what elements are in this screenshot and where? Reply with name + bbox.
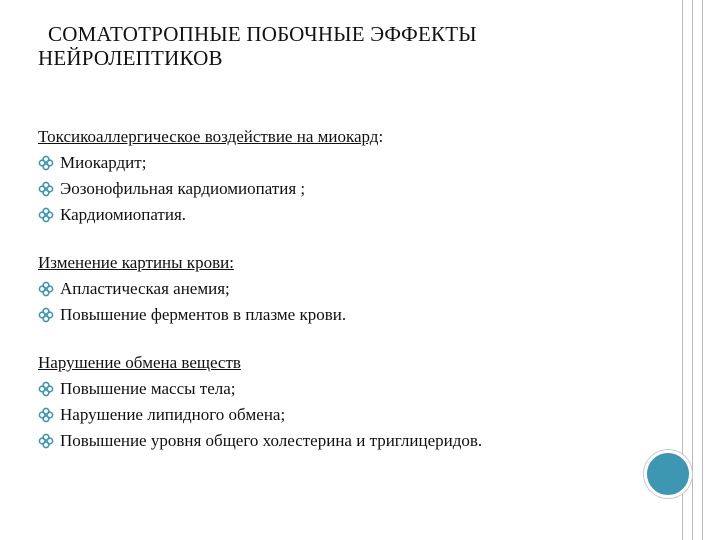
title-line-1: СОМАТОТРОПНЫЕ ПОБОЧНЫЕ ЭФФЕКТЫ	[48, 22, 477, 46]
section-heading-suffix: :	[378, 127, 384, 146]
section-heading-row	[38, 250, 638, 276]
title-line-2: НЕЙРОЛЕПТИКОВ	[38, 46, 223, 70]
bullet-list	[38, 150, 638, 228]
section-myocardium	[38, 124, 638, 228]
list-item	[38, 428, 638, 454]
flower-bullet-icon	[38, 281, 54, 297]
list-item-text: Кардиомиопатия.	[60, 205, 187, 224]
flower-bullet-icon	[38, 407, 54, 423]
flower-bullet-icon	[38, 181, 54, 197]
section-blood	[38, 250, 638, 328]
section-heading: Нарушение обмена веществ	[38, 353, 241, 372]
section-heading: Изменение картины крови:	[38, 253, 234, 272]
list-item-text: Повышение уровня общего холестерина и триглицеридов.	[60, 431, 483, 450]
section-heading-row	[38, 350, 638, 376]
flower-bullet-icon	[38, 307, 54, 323]
section-metabolism	[38, 350, 638, 454]
bullet-list	[38, 276, 638, 328]
section-heading: Токсикоаллергическое воздействие на миокард	[38, 127, 379, 146]
slide-content	[38, 124, 638, 476]
flower-bullet-icon	[38, 155, 54, 171]
flower-bullet-icon	[38, 207, 54, 223]
list-item-text: Миокардит;	[60, 153, 147, 172]
list-item	[38, 376, 638, 402]
list-item	[38, 202, 638, 228]
list-item-text: Нарушение липидного обмена;	[60, 405, 286, 424]
list-item	[38, 402, 638, 428]
list-item-text: Эозонофильная кардиомиопатия ;	[60, 179, 306, 198]
border-line	[692, 0, 693, 540]
bullet-list	[38, 376, 638, 454]
list-item	[38, 276, 638, 302]
circle-decoration	[644, 450, 692, 498]
list-item-text: Апластическая анемия;	[60, 279, 230, 298]
list-item-text: Повышение ферментов в плазме крови.	[60, 305, 347, 324]
slide-title	[38, 22, 638, 70]
list-item	[38, 176, 638, 202]
flower-bullet-icon	[38, 381, 54, 397]
list-item	[38, 150, 638, 176]
list-item-text: Повышение массы тела;	[60, 379, 236, 398]
flower-bullet-icon	[38, 433, 54, 449]
section-heading-row	[38, 124, 638, 150]
list-item	[38, 302, 638, 328]
border-line	[702, 0, 703, 540]
